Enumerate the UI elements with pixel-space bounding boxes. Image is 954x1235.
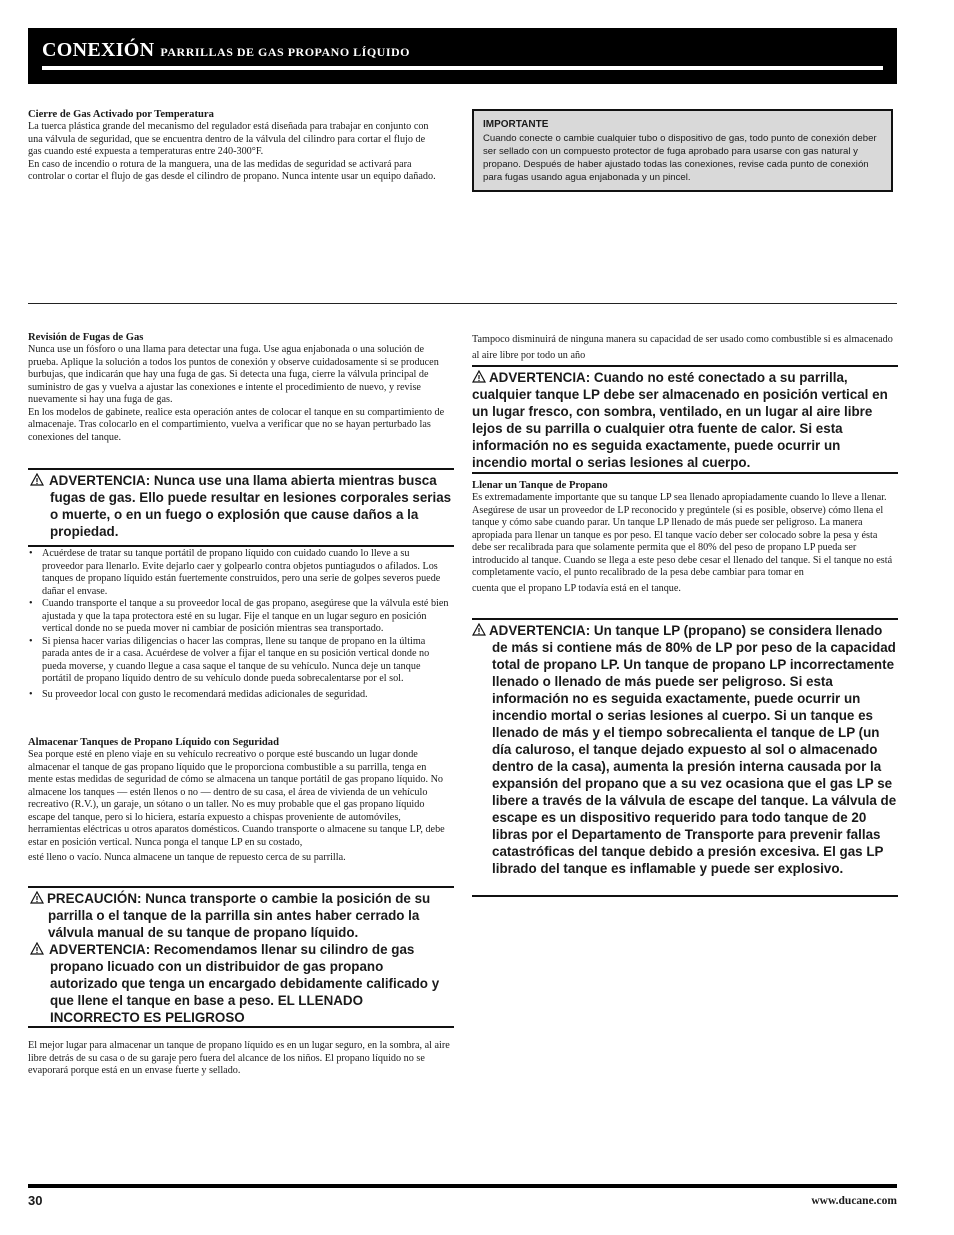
leak-check-heading: Revisión de Fugas de Gas <box>28 332 144 343</box>
footer-rule <box>28 1184 897 1188</box>
temperature-shutoff-heading: Cierre de Gas Activado por Temperatura <box>28 109 214 120</box>
page-title <box>42 39 410 62</box>
storage-heading: Almacenar Tanques de Propano Líquido con Seguridad <box>28 737 279 748</box>
temperature-shutoff-section <box>28 108 438 184</box>
important-box <box>472 109 893 192</box>
page-number: 30 <box>28 1193 43 1208</box>
warning4-text: ADVERTENCIA: Un tanque LP (propano) se considera llenado de más si contiene más de 80% de LP por peso de la capacidad total de propano LP. Un tanque de propano LP incorrectamente llenado o llenado de más puede ser peligroso. Si esta información no es seguida exactamente, puede ocurrir un incendio mortal o serias lesiones al cuerpo. Si un tanque es llenado de más y el tiempo sobrecalienta el tanque de LP (un día caluroso, el tanque dejado expuesto al sol o almacenado dentro de la casa), aumenta la presión interna causada por la expansión del propano que a su vez ocasiona que el gas LP se libere a través de la válvula de escape del tanque. La válvula de escape es un dispositivo requerido para todo tanque de 20 libras por el Departamento de Transporte para prevenir fallas catastróficas del tanque debido a presión excesiva. El gas LP librado del tanque es inflamable y puede ser explosivo. <box>489 623 897 876</box>
warning-triangle-icon <box>30 473 44 486</box>
warning3-bottom-rule <box>472 472 898 474</box>
footer-url[interactable]: www.ducane.com <box>811 1195 897 1207</box>
warning4-top-rule <box>472 618 898 620</box>
warning4-bottom-rule <box>472 895 898 897</box>
warning-open-flame <box>30 472 454 540</box>
fill-tank-section <box>472 479 898 595</box>
best-place-section <box>28 1040 452 1078</box>
warning1-bottom-rule <box>28 545 454 547</box>
warning-storage <box>472 369 898 471</box>
storage-continued <box>472 332 896 364</box>
warning-triangle-icon <box>472 623 486 636</box>
warning1-top-rule <box>28 468 454 470</box>
warning-triangle-icon <box>30 891 44 904</box>
fill-tank-para1: Es extremadamente importante que su tanque LP sea llenado apropiadamente cuando lo lleve a llenar. Asegúrese de usar un proveedor de LP reconocido y pregúntele (si es posible, observe) cómo llena el tanque y cómo sabe cuando parar. Un tanque LP llenado de más puede ser peligroso. La manera apropiada para llenar un tanque es por peso. El tanque vacío deber ser colocado sobre la pesa y ésta debe ser recalibrada para que solamente permita que el 80% del peso de propano LP pueda ser introducido al tanque. Cuando se llega a este peso debe cesar el llenado del tanque. Si el tanque no está completamente vacío, el punto recalibrado de la pesa debe cambiar para tomar en <box>472 492 893 578</box>
caution-text: PRECAUCIÓN: Nunca transporte o cambie la posición de su parrilla o el tanque de la parrilla sin antes haber cerrado la válvula manual de su tanque de propano líquido. <box>47 891 431 940</box>
caution-and-warning <box>30 890 454 1026</box>
warning-overfill <box>472 622 898 877</box>
storage-para1: Sea porque esté en pleno viaje en su vehículo recreativo o porque esté buscando un lugar donde almacenar el tanque de gas propano líquido que le proporciona combustible a su parrilla, tenga en mente estas medidas de seguridad de cómo se almacena un tanque portátil de gas propano líquido. No almacene los tanques — estén llenos o no — dentro de su casa, el área de vivienda de un vehículo recreativo (R.V.), un garaje, un sótano o un taller. No es muy probable que el gas propano líquido escape del tanque, pero si lo hiciera, estaría expuesto a chispas proveniente de automóviles, herramientas eléctricas u otros aparatos domésticos. Cuando transporte o almacene su tanque LP, debe estar en posición vertical. Nunca ponga el tanque LP en su costado, <box>28 749 445 848</box>
storage-section <box>28 736 452 865</box>
important-body: Cuando conecte o cambie cualquier tubo o dispositivo de gas, todo punto de conexión deber ser sellado con un compuesto protector de fuga aprobado para usarse con gas natural y propano. Después de haber ajustado todas las conexiones, revise cada punto de conexión para fugas usando agua enjabonada y un pincel. <box>483 133 877 183</box>
warning1-text: ADVERTENCIA: Nunca use una llama abierta mientras busca fugas de gas. Ello puede resultar en lesiones corporales serias o muerte, o en un fuego o explosión que cause daños a la propiedad. <box>49 473 452 539</box>
title-main: CONEXIÓN <box>42 39 155 61</box>
storage-para2: esté lleno o vacío. Nunca almacene un tanque de repuesto cerca de su parrilla. <box>28 852 346 863</box>
warning2-text: ADVERTENCIA: Recomendamos llenar su cilindro de gas propano licuado con un distribuidor de gas propano autorizado que tenga un encargado debidamente calificado y que llene el tanque en base a peso. EL LLENADO INCORRECTO ES PELIGROSO <box>49 942 440 1025</box>
warning-triangle-icon <box>30 942 44 955</box>
section-divider <box>28 303 897 304</box>
leak-check-section <box>28 331 452 444</box>
list-item: • Si piensa hacer varias diligencias o hacer las compras, llene su tanque de propano en la última parada antes de ir a casa. Acuérdese de volver a fijar el tanque en su posición vertical donde no pueda moverse, y cuando llegue a casa saque el tanque de su vehículo. Nunca deje un tanque portátil de propano líquido dentro de su vehículo donde pueda sobrecalentarse por el sol. <box>28 636 450 686</box>
best-place-para: El mejor lugar para almacenar un tanque de propano líquido es en un lugar seguro, en la sombra, al aire libre detrás de su casa o de su garaje pero fuera del alcance de los niños. El propano líquido no se evaporará porque está en un envase fuerte y sellado. <box>28 1040 450 1076</box>
transport-bullets <box>28 548 450 701</box>
title-sub: PARRILLAS DE GAS PROPANO LÍQUIDO <box>160 45 410 59</box>
important-title: IMPORTANTE <box>483 119 549 130</box>
list-item: • Cuando transporte el tanque a su proveedor local de gas propano, asegúrese que la válvula esté bien ajustada y que la tapa protectora esté en su lugar. Fije el tanque en un lugar seguro en posición vertical donde no se pueda mover ni cambiar de posición mientras sea transportado. <box>28 598 450 636</box>
warning3-top-rule <box>472 365 898 367</box>
warning2-bottom-rule <box>28 1026 454 1028</box>
leak-check-para2: En los modelos de gabinete, realice esta operación antes de colocar el tanque en su compartimiento de almacenaje. Tras colocarlo en el compartimiento, vuelva a verificar que no se hayan perturbado las conexiones del tanque. <box>28 406 445 443</box>
fill-tank-para2: cuenta que el propano LP todavía está en el tanque. <box>472 582 681 594</box>
warning-triangle-icon <box>472 370 486 383</box>
list-item: • Su proveedor local con gusto le recomendará medidas adicionales de seguridad. <box>28 689 450 702</box>
temperature-shutoff-para2: En caso de incendio o rotura de la manguera, una de las medidas de seguridad se activará para controlar o cortar el flujo de gas desde el cilindro de propano. Nunca intente usar un equipo dañado. <box>28 158 436 182</box>
header-rule <box>42 66 883 70</box>
caution-top-rule <box>28 886 454 888</box>
warning3-text: ADVERTENCIA: Cuando no esté conectado a su parrilla, cualquier tanque LP debe ser almacenado en posición vertical en un lugar fresco, con sombra, ventilado, en un lugar al aire libre lejos de su parrilla o cualquier otra fuente de calor. Si esta información no es seguida exactamente, puede ocurrir un incendio mortal o serias lesiones al cuerpo. <box>472 370 888 470</box>
list-item: • Acuérdese de tratar su tanque portátil de propano líquido con cuidado cuando lo lleve a su proveedor para llenarlo. Evite dejarlo caer y golpearlo contra objetos puntiagudos o afilados. Los tanques de propano líquido están fuertemente construidos, pero una serie de golpes severos puede dañar el envase. <box>28 548 450 598</box>
fill-tank-heading: Llenar un Tanque de Propano <box>472 480 608 491</box>
leak-check-para1: Nunca use un fósforo o una llama para detectar una fuga. Use agua enjabonada o una solución de prueba. Aplique la solución a todos los puntos de conexión y observe cuidadosamente si se producen burbujas, que indicarán que hay una fuga de gas. Si detecta una fuga, cierre la válvula principal de suministro de gas y vuelva a ajustar las conexiones e intente el procedimiento de nuevo, y revise nuevamente si hay una fuga de gas. <box>28 344 439 405</box>
storage-continued-para: Tampoco disminuirá de ninguna manera su capacidad de ser usado como combustible si es almacenado al aire libre por todo un año <box>472 334 893 361</box>
temperature-shutoff-para1: La tuerca plástica grande del mecanismo del regulador está diseñada para trabajar en conjunto con una válvula de seguridad, que se encuentra dentro de la válvula del cilindro para cortar el flujo de gas cuando esté expuesta a temperaturas entre 240-300°F. <box>28 121 429 157</box>
header-banner <box>28 28 897 84</box>
